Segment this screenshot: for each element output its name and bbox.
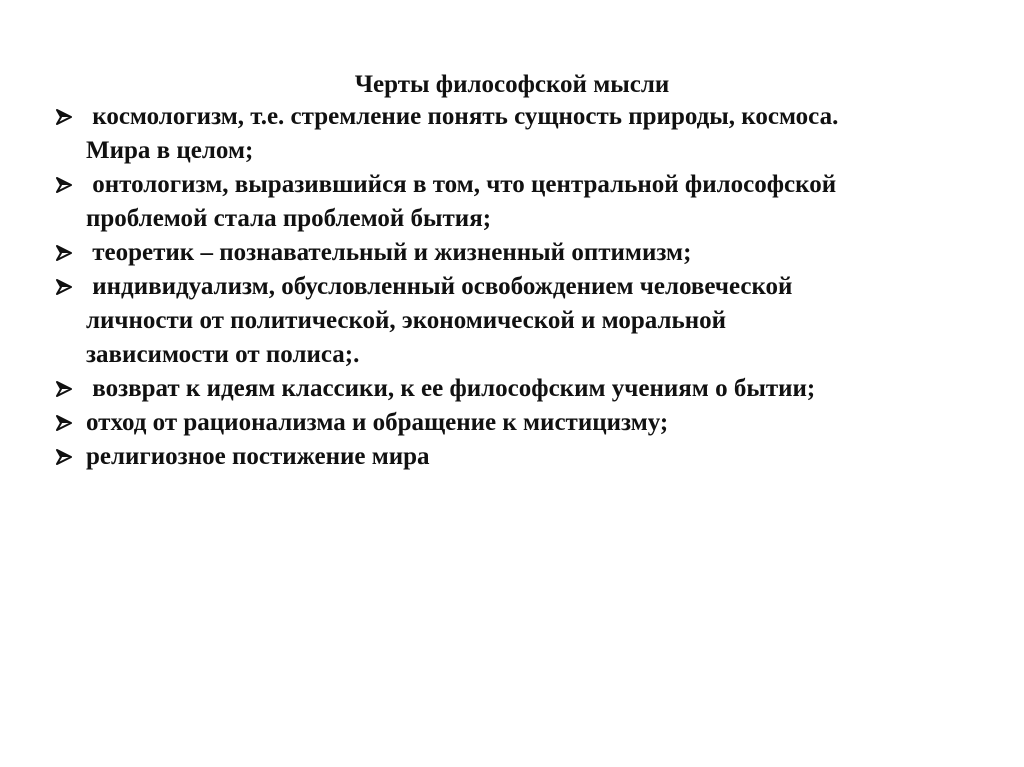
list-item-text: теоретик – познавательный и жизненный оптимизм; <box>86 239 692 266</box>
arrowhead-bullet-icon <box>53 372 75 406</box>
list-item-text: возврат к идеям классики, к ее философским учениям о бытии; <box>86 375 816 402</box>
list-item-text: космологизм, т.е. стремление понять сущность природы, космоса. Мира в целом; <box>86 103 839 164</box>
list-item-text: отход от рационализма и обращение к мистицизму; <box>86 409 669 436</box>
list-item <box>53 270 973 372</box>
bullet-list <box>53 100 973 474</box>
list-item <box>53 406 973 440</box>
arrowhead-bullet-icon <box>53 168 75 202</box>
list-item <box>53 236 973 270</box>
arrowhead-bullet-icon <box>53 100 75 134</box>
arrowhead-bullet-icon <box>53 270 75 304</box>
list-item <box>53 100 973 168</box>
arrowhead-bullet-icon <box>53 440 75 474</box>
arrowhead-bullet-icon <box>53 406 75 440</box>
list-item-text: индивидуализм, обусловленный освобождением человеческой личности от политической, экономической и моральной зависимости от полиса;. <box>86 273 793 368</box>
slide-title: Черты философской мысли <box>354 71 670 98</box>
list-item <box>53 372 973 406</box>
list-item <box>53 168 973 236</box>
list-item-text: онтологизм, выразившийся в том, что центральной философской проблемой стала проблемой бытия; <box>86 171 837 232</box>
arrowhead-bullet-icon <box>53 236 75 270</box>
list-item-text: религиозное постижение мира <box>86 443 430 470</box>
list-item <box>53 440 973 474</box>
